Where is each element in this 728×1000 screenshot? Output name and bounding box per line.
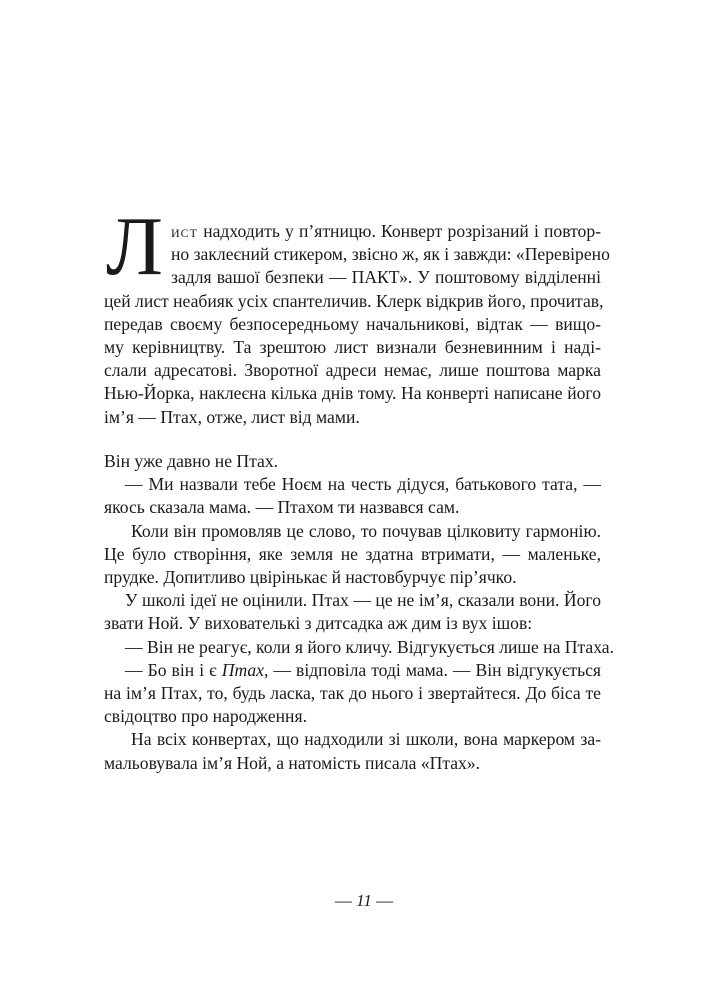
text-span: , — відповіла тоді мама. — Він відгукується [263,659,602,680]
drop-cap-letter: Л [106,200,163,293]
first-word: ист [171,221,198,241]
text-line: — Ми назвали тебе Ноєм на честь дідуся, батькового тата, — [125,474,601,495]
text-span: — Бо він і є [125,659,217,680]
text-line: свідоцтво про народження. [104,706,307,727]
text-line: на ім’я Птах, то, будь ласка, так до нього і звертайтеся. До біса те [104,683,601,703]
text-span: надходить у п’ятницю. Конверт розрізаний і повтор- [203,221,602,241]
text-line: прудке. Допитливо цвірінькає й настовбурчує пір’ячко. [104,567,517,587]
text-line: Він уже давно не Птах. [104,451,279,471]
page-number-footer [0,889,728,913]
text-line: му керівництву. Та зрештою лист визнали безневинним і наді- [104,337,601,357]
page-number: 11 [356,891,372,910]
text-line: слали адресатові. Зворотної адреси немає, лише поштова марка [104,360,601,381]
text-line: Коли він промовляв це слово, то почував цілковиту гармонію. [131,520,601,541]
text-line: задля вашої безпеки — ПАКТ». У поштовому відділенні [171,267,601,288]
text-line: передав своєму безпосередньому начальникові, відтак — вищо- [104,313,601,334]
text-line: ім’я — Птах, отже, лист від мами. [104,406,360,427]
text-line [125,659,601,682]
text-line: якось сказала мама. — Птахом ти назвався сам. [104,497,460,518]
text-line: мальовувала ім’я Ной, а натомість писала «Птах». [104,752,481,773]
text-line: звати Ной. У вихователькі з дитсадка аж дим із вух ішов: [104,613,533,634]
folio-dash-right: — [376,891,394,910]
italic-name: Птах [221,659,264,680]
text-line: На всіх конвертах, що надходили зі школи, вона маркером за- [131,729,601,750]
text-line: Це було створіння, яке земля не здатна втримати, — маленьке, [104,543,601,564]
text-line: — Він не реагує, коли я його кличу. Відгукується лише на Птаха. [125,636,614,657]
text-line: цей лист неабияк усіх спантеличив. Клерк відкрив його, прочитав, [104,290,604,311]
folio-dash-left: — [334,891,352,910]
text-line: но заклеєний стикером, звісно ж, як і завжди: «Перевірено [171,244,610,265]
text-line [171,220,601,243]
text-line: У школі ідеї не оцінили. Птах — це не ім’я, сказали вони. Його [125,590,601,611]
text-line: Нью-Йорка, наклеєна кілька днів тому. На конверті написане його [104,383,601,404]
